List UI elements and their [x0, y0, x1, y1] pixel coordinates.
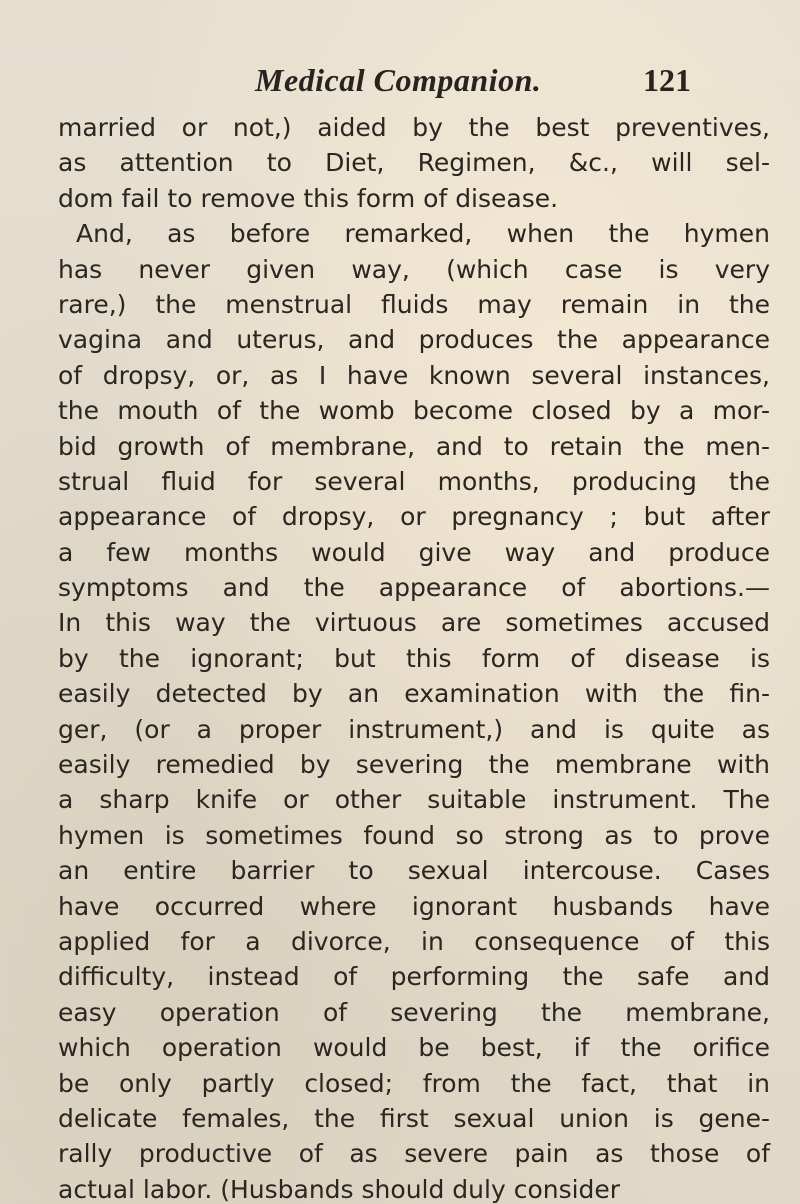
running-title: Medical Companion. [255, 62, 542, 98]
text-line: rare,) the menstrual fluids may remain in the [58, 289, 770, 319]
page-header [0, 62, 800, 110]
text-line: appearance of dropsy, or pregnancy ; but after [58, 502, 770, 532]
text-line: which operation would be best, if the orifice [58, 1033, 770, 1063]
text-line: bid growth of membrane, and to retain the men- [58, 431, 770, 461]
text-line: And, as before remarked, when the hymen [76, 219, 770, 249]
text-line: married or not,) aided by the best preventives, [58, 113, 770, 142]
text-line: dom fail to remove this form of disease. [58, 183, 559, 213]
text-line: actual labor. (Husbands should duly consider [58, 1174, 621, 1204]
text-line: of dropsy, or, as I have known several instances, [58, 360, 770, 390]
text-line: ger, (or a proper instrument,) and is quite as [58, 714, 770, 744]
text-line: the mouth of the womb become closed by a mor- [58, 396, 770, 426]
text-line: as attention to Diet, Regimen, &c., will sel- [58, 148, 770, 178]
text-line: easily remedied by severing the membrane with [58, 750, 770, 780]
text-line: by the ignorant; but this form of disease is [58, 643, 770, 673]
text-line: delicate females, the first sexual union is gene- [58, 1103, 770, 1133]
text-line: difficulty, instead of performing the safe and [58, 962, 770, 992]
text-line: symptoms and the appearance of abortions.— [58, 573, 770, 603]
text-line: easily detected by an examination with the fin- [58, 679, 770, 709]
text-line: strual fluid for several months, producing the [58, 466, 770, 496]
text-line: have occurred where ignorant husbands have [58, 891, 770, 921]
text-line: be only partly closed; from the fact, that in [58, 1068, 770, 1098]
text-line: a few months would give way and produce [58, 537, 770, 567]
text-line: vagina and uterus, and produces the appearance [58, 325, 770, 355]
text-line: applied for a divorce, in consequence of this [58, 926, 770, 956]
body-text [58, 110, 770, 1204]
page-number: 121 [643, 62, 691, 98]
text-line: a sharp knife or other suitable instrument. The [58, 785, 770, 815]
text-line: rally productive of as severe pain as those of [58, 1139, 770, 1169]
text-line: an entire barrier to sexual intercouse. Cases [58, 856, 770, 886]
text-line: In this way the virtuous are sometimes accused [58, 608, 770, 638]
text-line: has never given way, (which case is very [58, 254, 770, 284]
text-line: easy operation of severing the membrane, [58, 997, 770, 1027]
text-line: hymen is sometimes found so strong as to prove [58, 820, 770, 850]
